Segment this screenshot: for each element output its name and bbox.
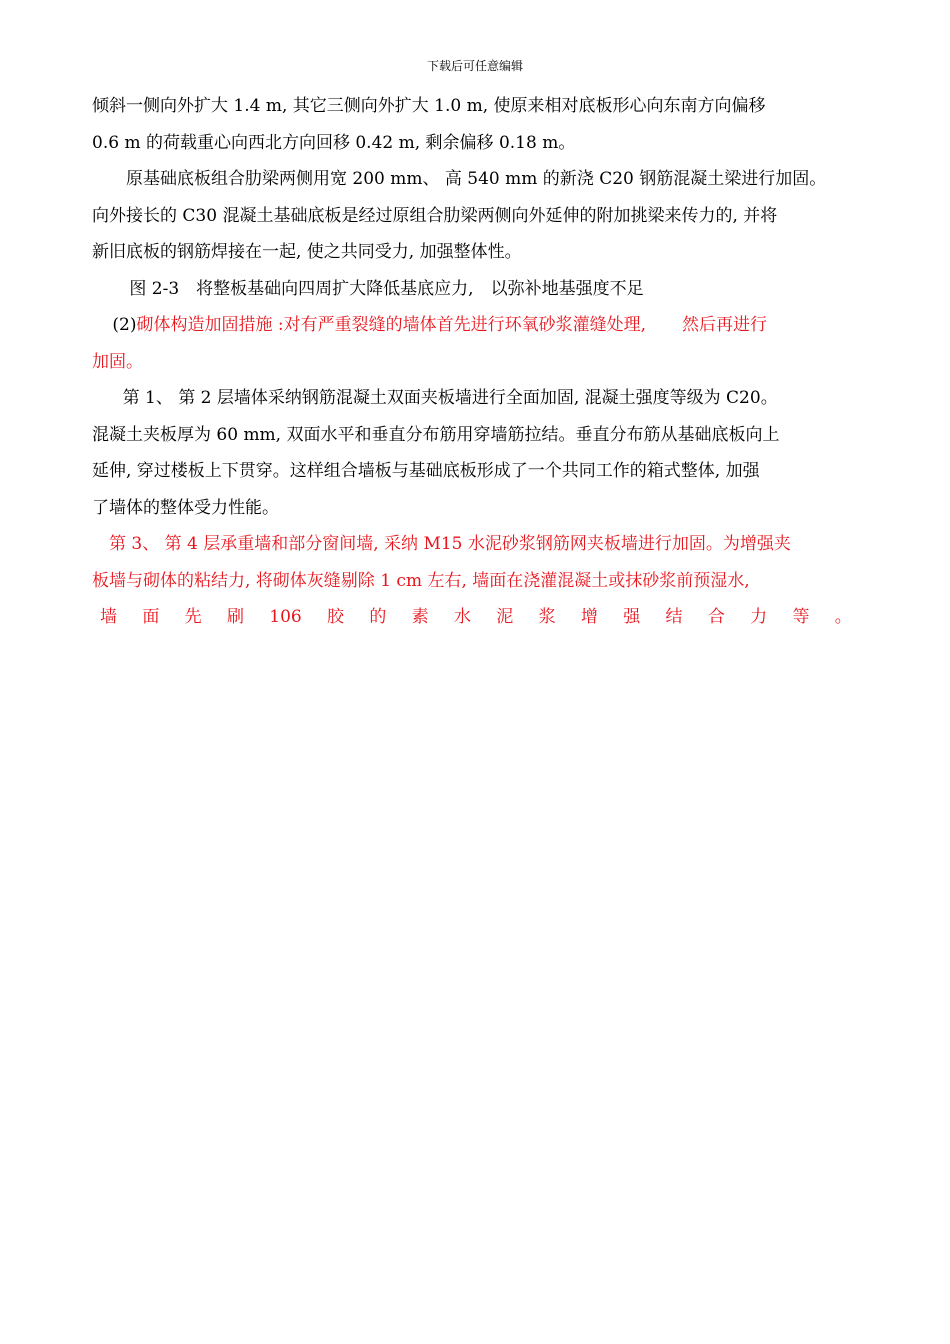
text-line: 第 1、 第 2 层墙体采纳钢筋混凝土双面夹板墙进行全面加固, 混凝土强度等级为 C20。 [122, 388, 778, 408]
spread-word: 增 [580, 607, 598, 627]
document-body [92, 88, 860, 636]
spread-word: 的 [369, 607, 387, 627]
paragraph-foundation-offset [92, 88, 860, 161]
text-line: 倾斜一侧向外扩大 1.4 m, 其它三侧向外扩大 1.0 m, 使原来相对底板形心向东南方向偏移 [92, 96, 766, 116]
text-line-red: 砌体构造加固措施 :对有严重裂缝的墙体首先进行环氧砂浆灌缝处理, [136, 315, 647, 335]
paragraph-floors-1-2 [92, 380, 860, 526]
spread-word: 刷 [226, 607, 244, 627]
text-line-red: 第 3、 第 4 层承重墙和部分窗间墙, 采纳 M15 水泥砂浆钢筋网夹板墙进行加固。为增强夹 [109, 534, 791, 554]
text-line: 混凝土夹板厚为 60 mm, 双面水平和垂直分布筋用穿墙筋拉结。垂直分布筋从基础底板向上 [92, 424, 780, 445]
spread-word: 胶 [327, 607, 345, 627]
spread-word: 结 [665, 607, 683, 627]
figure-caption [92, 271, 860, 308]
item-number: (2) [112, 315, 137, 335]
spread-word: 面 [142, 607, 160, 627]
spread-word: 力 [750, 607, 768, 627]
text-line-red: 板墙与砌体的粘结力, 将砌体灰缝剔除 1 cm 左右, 墙面在浇灌混凝土或抹砂浆前预湿水, [92, 570, 750, 591]
spread-word: 泥 [496, 607, 514, 627]
paragraph-floors-3-4 [92, 526, 860, 599]
text-line: 延伸, 穿过楼板上下贯穿。这样组合墙板与基础底板形成了一个共同工作的箱式整体, 加强 [92, 461, 760, 481]
text-line: 原基础底板组合肋梁两侧用宽 200 mm、 高 540 mm 的新浇 C20 钢筋混凝土梁进行加固。 [126, 169, 827, 189]
spread-word: 。 [834, 607, 852, 627]
text-line-red: 然后再进行 [682, 315, 768, 335]
page-header: 下载后可任意编辑 [426, 59, 523, 73]
paragraph-masonry-measures [92, 307, 860, 380]
figure-caption-text: 图 2-3 将整板基础向四周扩大降低基底应力, 以弥补地基强度不足 [129, 278, 644, 299]
paragraph-rib-beam-reinforcement [92, 161, 860, 271]
spread-word: 等 [792, 607, 810, 627]
spread-word: 浆 [538, 607, 556, 627]
text-line: 向外接长的 C30 混凝土基础底板是经过原组合肋梁两侧向外延伸的附加挑梁来传力的, 并将 [92, 205, 778, 226]
spread-word: 素 [411, 607, 429, 627]
text-line: 新旧底板的钢筋焊接在一起, 使之共同受力, 加强整体性。 [92, 242, 522, 262]
text-line: 了墙体的整体受力性能。 [92, 497, 279, 518]
spread-word: 墙 [100, 607, 117, 627]
spread-word: 强 [623, 607, 641, 627]
text-line-red: 加固。 [92, 351, 143, 372]
spread-word: 106 [269, 607, 302, 627]
text-line: 0.6 m 的荷载重心向西北方向回移 0.42 m, 剩余偏移 0.18 m。 [92, 132, 576, 153]
spread-justified-line [92, 599, 852, 636]
spread-word: 水 [453, 607, 471, 627]
spread-word: 先 [184, 607, 202, 627]
spread-word: 合 [707, 607, 725, 627]
